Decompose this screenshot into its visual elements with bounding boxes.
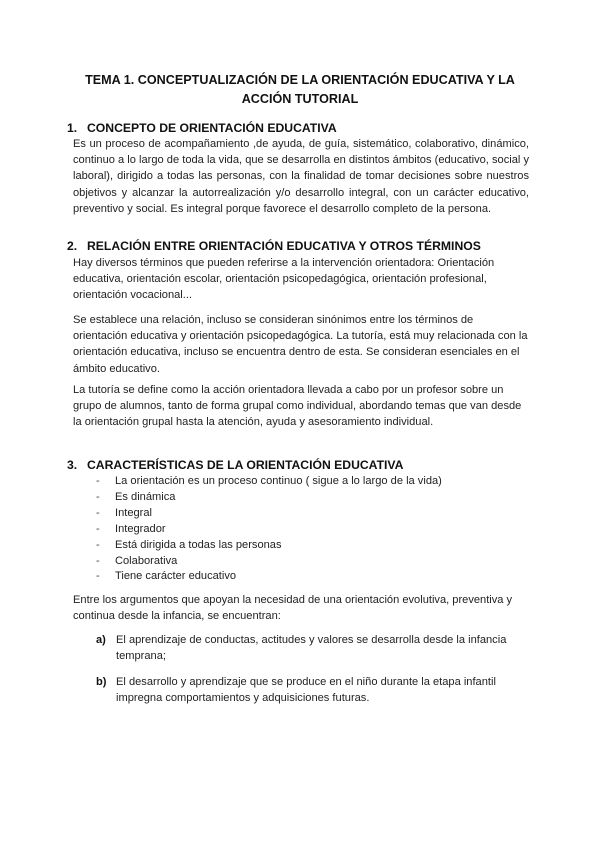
list-item: - Es dinámica (96, 490, 442, 506)
list-item: - Integral (96, 506, 442, 522)
argument-b (96, 674, 526, 706)
list-item: - Integrador (96, 522, 442, 538)
list-item: - La orientación es un proceso continuo ( sigue a lo largo de la vida) (96, 474, 442, 490)
dash-bullet: - (96, 554, 100, 567)
dash-bullet: - (96, 490, 100, 503)
section-3-number: 3. (67, 458, 78, 472)
section-3-heading (67, 457, 403, 473)
section-2-number: 2. (67, 239, 78, 253)
document-title: TEMA 1. CONCEPTUALIZACIÓN DE LA ORIENTACIÓN EDUCATIVA Y LA ACCIÓN TUTORIAL (85, 73, 515, 106)
section-2-paragraph-3: La tutoría se define como la acción orientadora llevada a cabo por un profesor sobre un grupo de alumnos, tanto de forma grupal como individual, abordando temas que van desde la orientación grupal hasta la atención, ayuda y asesoramiento individual. (73, 384, 522, 429)
section-2-paragraph-1: Hay diversos términos que pueden referirse a la intervención orientadora: Orientación educativa, orientación escolar, orientación psicopedagógica, orientación profesional, orientación vocacional... (73, 257, 495, 302)
section-2-heading (67, 238, 481, 254)
dash-bullet: - (96, 506, 100, 519)
section-1-paragraph: Es un proceso de acompañamiento ,de ayuda, de guía, sistemático, colaborativo, dinámico, continuo a lo largo de toda la vida, que se desarrolla en distintos ámbitos (educativo, social y laboral), dirigido a todas las personas, con la finalidad de tomar decisiones sobre nuestros objetivos y alcanzar la autorrealización y/o desarrollo integral, con un carácter educativo, preventivo y social. Es integral porque favorece el desarrollo completo de la persona. (73, 138, 529, 215)
characteristics-list (96, 474, 442, 585)
section-3-intro: Entre los argumentos que apoyan la necesidad de una orientación evolutiva, preventiva y continua desde la infancia, se encuentran: (73, 594, 513, 623)
section-1-number: 1. (67, 121, 78, 135)
argument-marker: b) (96, 676, 107, 688)
argument-text: El aprendizaje de conductas, actitudes y valores se desarrolla desde la infancia temprana; (116, 634, 507, 663)
section-2-paragraph-2: Se establece una relación, incluso se consideran sinónimos entre los términos de orientación educativa y orientación psicopedagógica. La tutoría, está muy relacionada con la orientación educativa, incluso se encuentra dentro de esta. Se consideran esenciales en el ámbito educativo. (73, 314, 528, 375)
dash-bullet: - (96, 570, 100, 583)
dash-bullet: - (96, 475, 100, 487)
argument-a (96, 632, 526, 664)
section-2-title: RELACIÓN ENTRE ORIENTACIÓN EDUCATIVA Y OTROS TÉRMINOS (87, 239, 481, 253)
list-item: - Colaborativa (96, 554, 442, 570)
dash-bullet: - (96, 538, 100, 551)
argument-marker: a) (96, 634, 106, 646)
list-item: - Tiene carácter educativo (96, 569, 442, 585)
section-1-title: CONCEPTO DE ORIENTACIÓN EDUCATIVA (87, 121, 337, 135)
section-3-title: CARACTERÍSTICAS DE LA ORIENTACIÓN EDUCATIVA (87, 458, 404, 472)
dash-bullet: - (96, 522, 100, 535)
list-item: - Está dirigida a todas las personas (96, 538, 442, 554)
section-1-heading (67, 120, 337, 136)
argument-text: El desarrollo y aprendizaje que se produce en el niño durante la etapa infantil impregna comportamientos y adquisiciones futuras. (116, 676, 496, 705)
